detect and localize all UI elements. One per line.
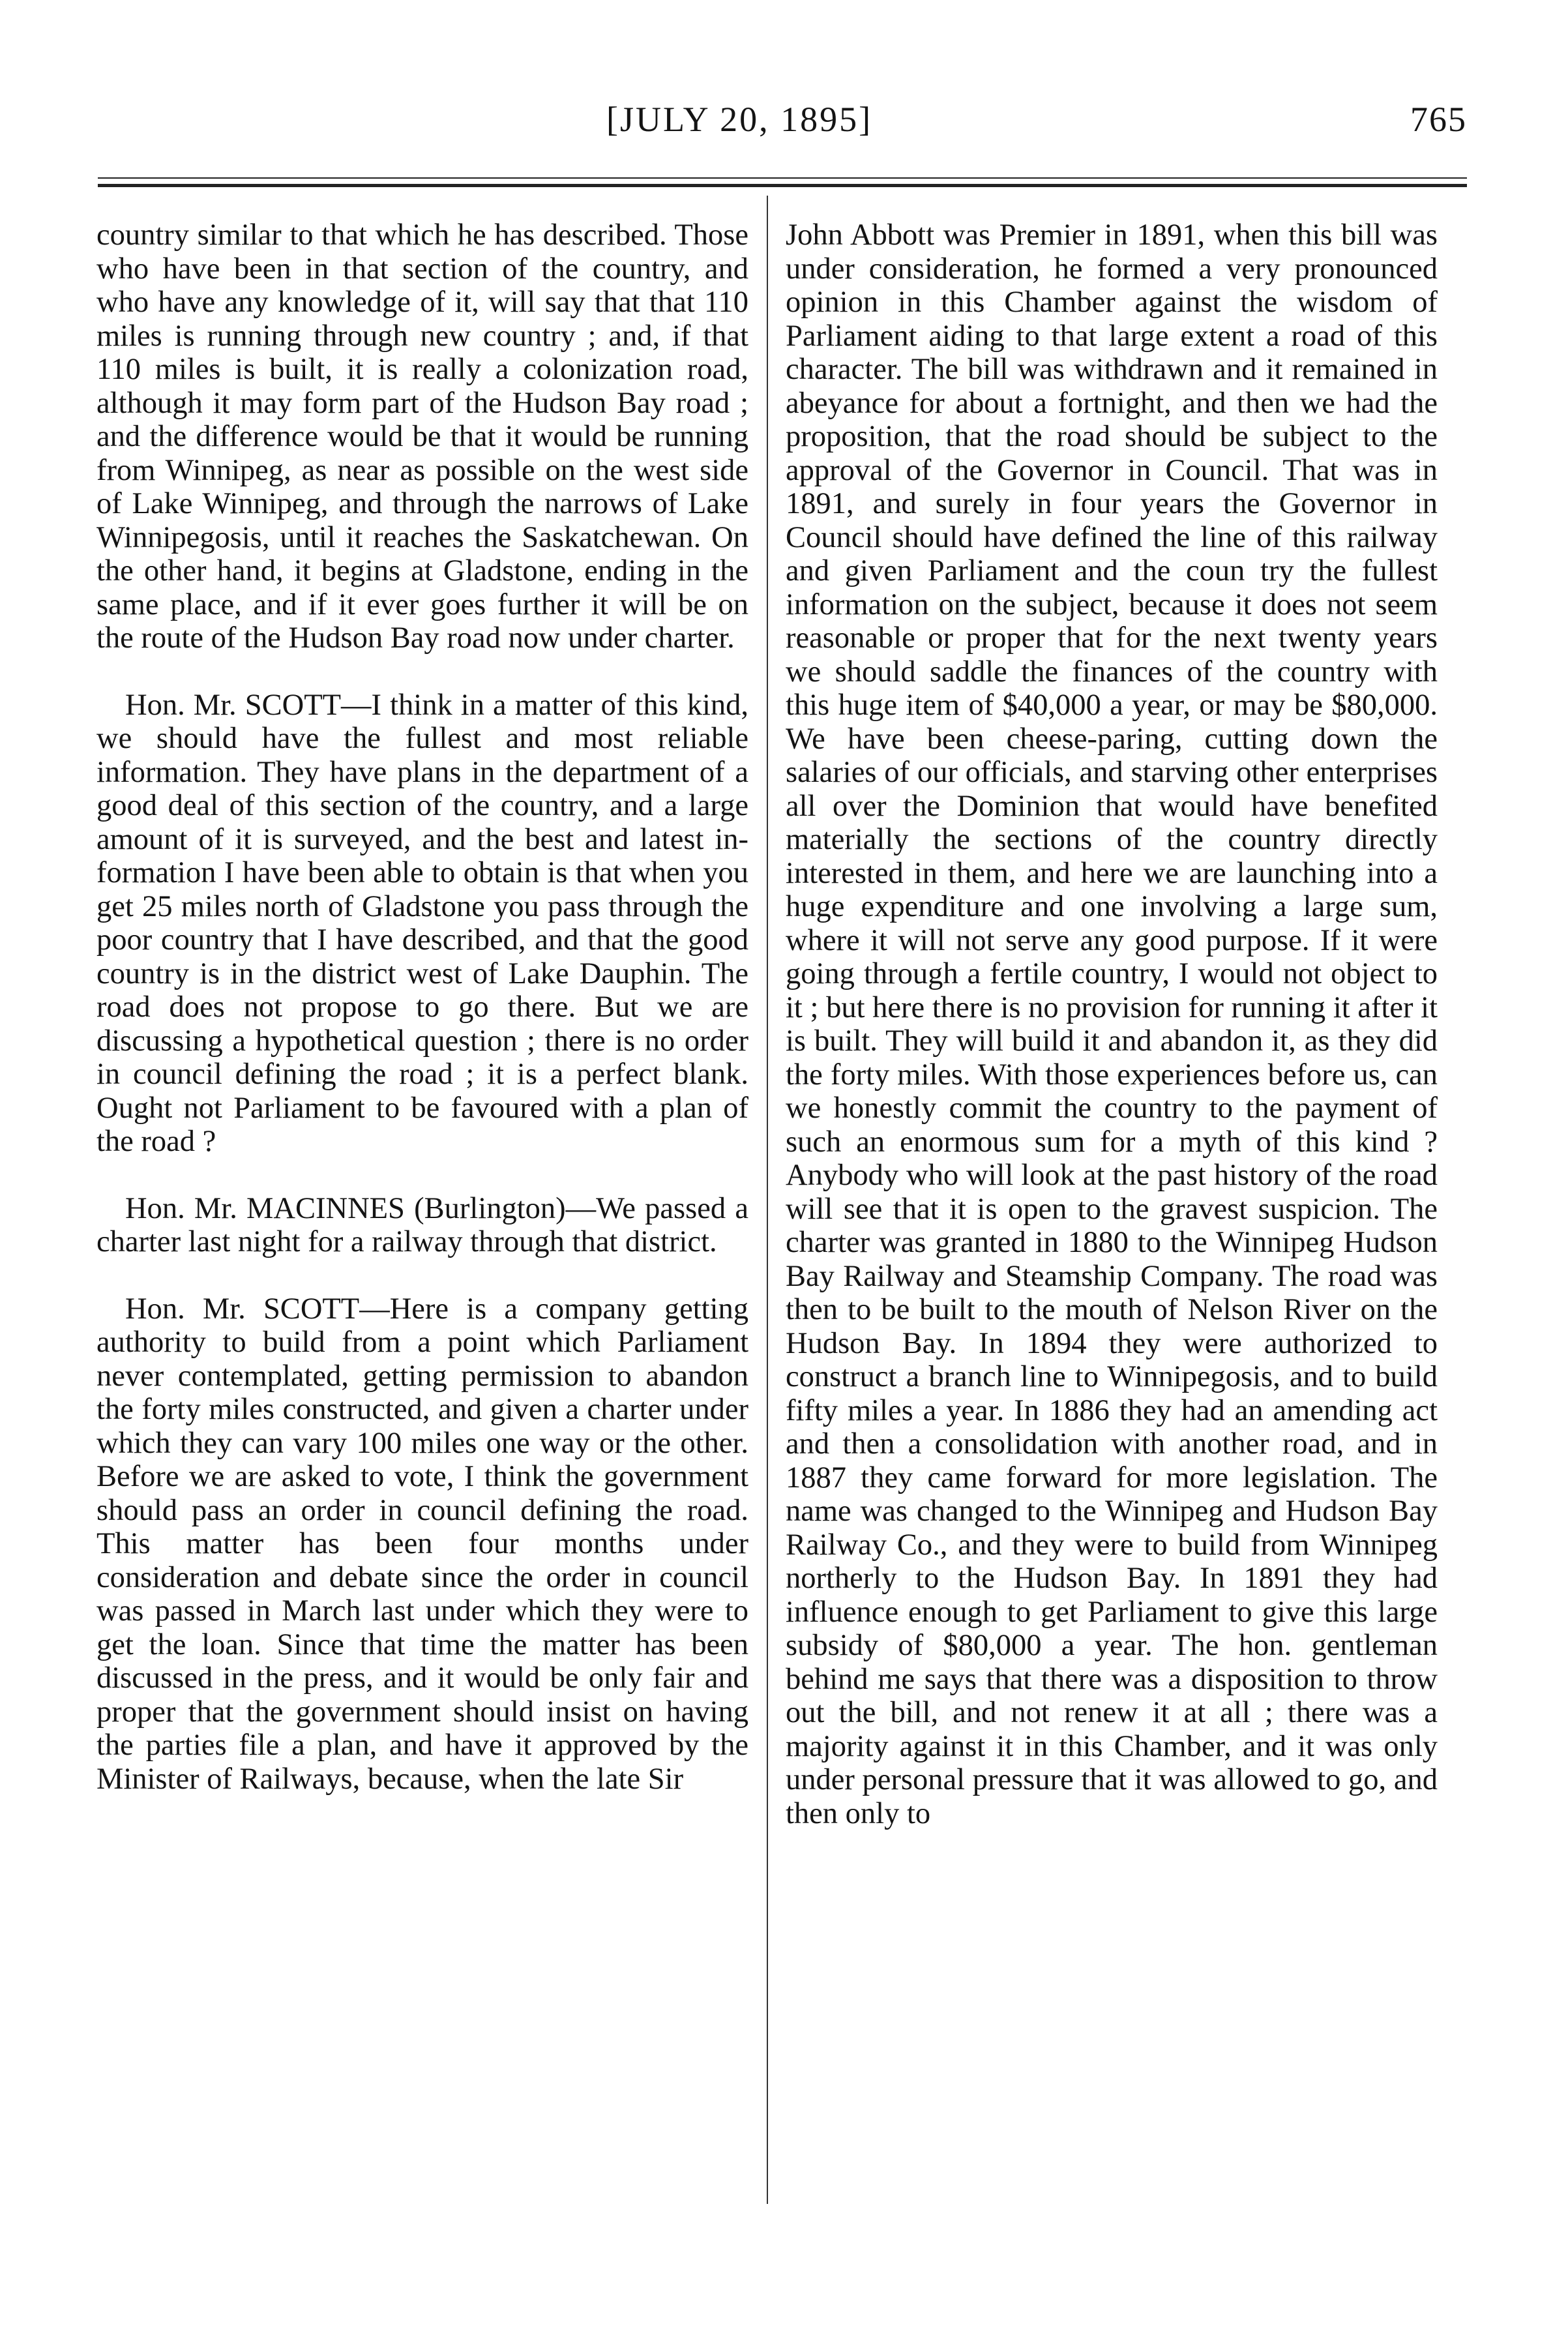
paragraph-macinnes: Hon. Mr. MACINNES (Burlington)—We passed a charter last night for a railway through that district. bbox=[96, 1191, 748, 1258]
header-rule-thin bbox=[98, 177, 1467, 179]
right-column bbox=[786, 218, 1438, 1830]
column-divider bbox=[767, 196, 768, 2204]
left-column bbox=[96, 218, 748, 1796]
paragraph-scott-2: Hon. Mr. SCOTT—Here is a company getting authority to build from a point which Parliament never contemplated, getting permission to abandon the forty miles constructed, and given a charter under which they can vary 100 miles one way or the other. Before we are asked to vote, I think the government should pass an order in council defining the road. This matter has been four months under consideration and debate since the order in council was passed in March last under which they were to get the loan. Since that time the matter has been discussed in the press, and it would be only fair and proper that the government should insist on having the parties file a plan, and have it approved by the Minister of Railways, because, when the late Sir bbox=[96, 1292, 748, 1796]
paragraph-scott-1: Hon. Mr. SCOTT—I think in a matter of this kind, we should have the fullest and most reliable information. They have plans in the department of a good deal of this section of the country, and a large amount of it is surveyed, and the best and latest information I have been able to obtain is that when you get 25 miles north of Gladstone you pass through the poor country that I have described, and that the good country is in the district west of Lake Dauphin. The road does not propose to go there. But we are discussing a hypothetical question ; there is no order in council defining the road ; it is a perfect blank. Ought not Parliament to be favoured with a plan of the road ? bbox=[96, 688, 748, 1158]
page-number: 765 bbox=[1410, 100, 1467, 139]
issue-date: [JULY 20, 1895] bbox=[606, 100, 873, 139]
paragraph-scott-2-continued: John Abbott was Premier in 1891, when this bill was under consideration, he formed a very pronounced opinion in this Chamber against the wisdom of Parliament aiding to that large extent a road of this character. The bill was withdrawn and it remained in abeyance for about a fortnight, and then we had the proposition, that the road should be subject to the approval of the Governor in Council. That was in 1891, and surely in four years the Governor in Council should have defined the line of this railway and given Parliament and the coun try the fullest information on the subject, because it does not seem reasonable or proper that for the next twenty years we should saddle the finances of the country with this huge item of $40,000 a year, or may be $80,000. We have been cheese-paring, cutting down the salaries of our officials, and starving other enterprises all over the Dominion that would have benefited materially the sections of the country directly interested in them, and here we are launching into a huge expenditure and one involving a large sum, where it will not serve any good purpose. If it were going through a fertile country, I would not object to it ; but here there is no provision for running it after it is built. They will build it and abandon it, as they did the forty miles. With those experiences before us, can we honestly commit the country to the payment of such an enormous sum for a myth of this kind ? Anybody who will look at the past history of the road will see that it is open to the gravest suspicion. The charter was granted in 1880 to the Winnipeg Hudson Bay Railway and Steamship Company. The road was then to be built to the mouth of Nelson River on the Hudson Bay. In 1894 they were authorized to construct a branch line to Winnipegosis, and to build fifty miles a year. In 1886 they had an amending act and then a consolidation with another road, and in 1887 they came forward for more legislation. The name was changed to the Winnipeg and Hudson Bay Railway Co., and they were to build from Winnipeg northerly to the Hudson Bay. In 1891 they had influence enough to get Parliament to give this large subsidy of $80,000 a year. The hon. gentleman behind me says that there was a disposition to throw out the bill, and not renew it at all ; there was a majority against it in this Chamber, and it was only under personal pressure that it was allowed to go, and then only to bbox=[786, 218, 1438, 1830]
header-rule-thick bbox=[98, 184, 1467, 187]
paragraph-continuation: country similar to that which he has described. Those who have been in that section of the country, and who have any knowledge of it, will say that that 110 miles is running through new country ; and, if that 110 miles is built, it is really a colonization road, although it may form part of the Hudson Bay road ; and the difference would be that it would be running from Winnipeg, as near as possible on the west side of Lake Winnipeg, and through the narrows of Lake Winnipegosis, until it reaches the Saskatchewan. On the other hand, it begins at Gladstone, ending in the same place, and if it ever goes further it will be on the route of the Hudson Bay road now under charter. bbox=[96, 218, 748, 655]
page-header bbox=[98, 99, 1467, 158]
